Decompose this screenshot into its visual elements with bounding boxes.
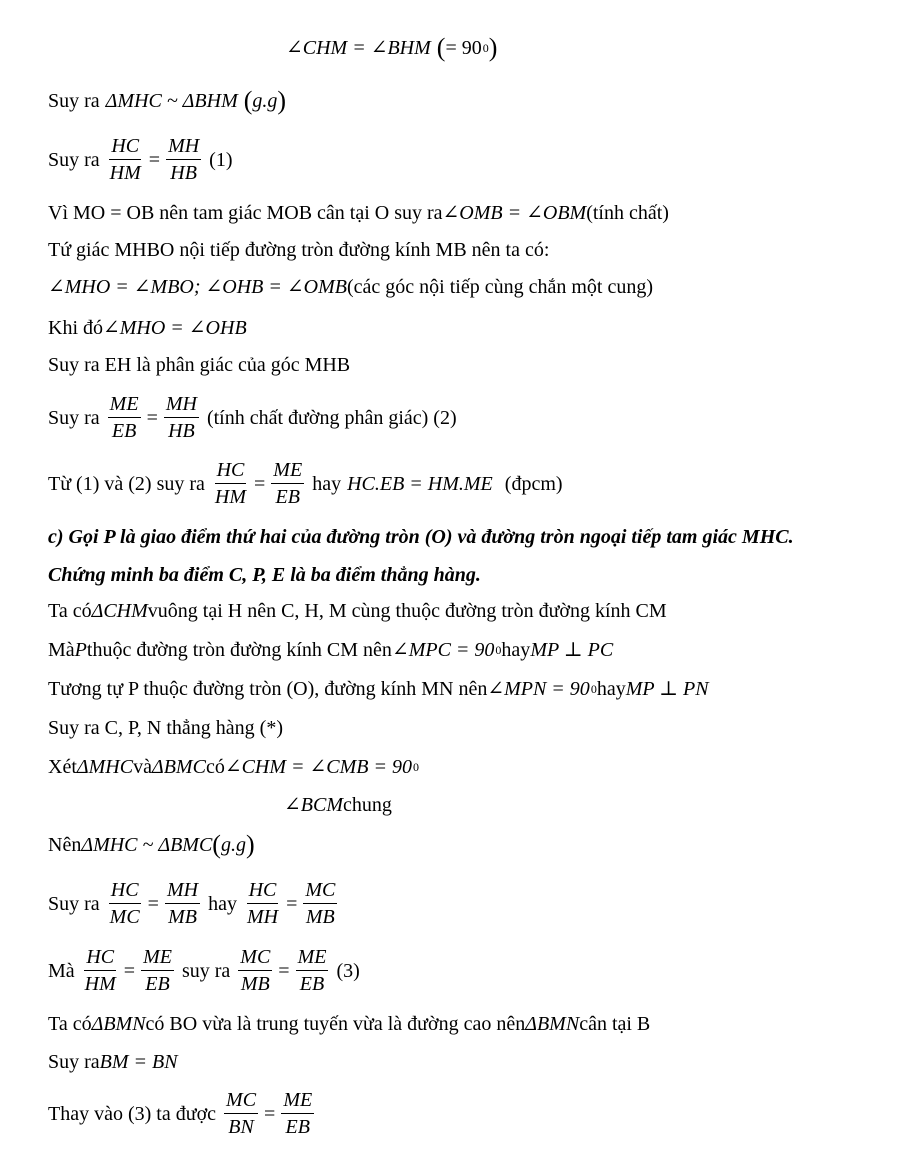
paren-open: ( <box>212 830 221 859</box>
line-collinear-cpn <box>48 718 283 738</box>
line-conclusion-b <box>48 460 563 507</box>
math-expression: ΔBMN <box>525 1013 580 1035</box>
fraction: $\frac{MC}{BN}$ <box>226 1089 257 1138</box>
fraction: $\frac{HC}{HM}$ <box>214 459 247 508</box>
paren-close: ) <box>277 86 287 115</box>
math-expression: ΔBMC <box>151 756 206 778</box>
text: Suy ra <box>48 90 100 113</box>
text: Xét <box>48 756 77 778</box>
line-ratio-3 <box>48 880 339 927</box>
math-value: = 90 <box>445 37 482 60</box>
math-expression: ∠BCM <box>284 794 343 816</box>
text: (tính chất) <box>586 202 669 224</box>
text: Suy ra <box>48 148 100 171</box>
text: Tứ giác MHBO nội tiếp đường tròn đường kính MB nên ta có: <box>48 239 550 261</box>
paren-close: ) <box>245 830 255 859</box>
math-expression: ΔMHC <box>76 756 134 778</box>
equals-sign: = <box>146 406 158 429</box>
text: Suy ra C, P, N thẳng hàng (*) <box>48 717 283 739</box>
line-right-triangle-chm <box>48 601 667 621</box>
text: Nên <box>48 834 82 857</box>
degree-sup: 0 <box>413 760 419 774</box>
fraction: $\frac{MC}{MB}$ <box>305 879 336 928</box>
math-expression: ΔCHM <box>91 600 148 622</box>
fraction: $\frac{ME}{EB}$ <box>143 946 172 995</box>
text: Ta có <box>48 600 92 622</box>
fraction: $\frac{ME}{EB}$ <box>273 459 303 508</box>
fraction: $\frac{ME}{EB}$ <box>283 1089 313 1138</box>
math-gg: g.g <box>220 834 246 857</box>
math-var: P <box>74 639 87 661</box>
line-ratio-2 <box>48 394 457 441</box>
text: cân tại B <box>579 1013 651 1035</box>
math-expression: MP ⊥ PC <box>530 639 614 661</box>
line-mp-perp-pn <box>48 679 709 699</box>
line-angle-mho-ohb <box>48 318 247 338</box>
text: (1) <box>209 148 233 171</box>
equals-sign: = <box>123 959 136 982</box>
math-expression: ΔMHC ~ ΔBHM <box>105 90 238 113</box>
heading-text: Chứng minh ba điểm C, P, E là ba điểm thẳng hàng. <box>48 564 481 586</box>
equals-sign: = <box>286 892 298 915</box>
math-expression: ∠CHM = ∠CMB = 90 <box>224 756 412 778</box>
text: hay <box>501 639 531 661</box>
math-expression: ∠CHM = ∠BHM <box>286 37 431 60</box>
text: hay <box>312 472 342 495</box>
text: thuộc đường tròn đường kính CM nên <box>86 639 392 661</box>
line-angle-equality <box>286 33 498 62</box>
text: hay <box>596 678 626 700</box>
text: và <box>133 756 152 778</box>
degree-sup: 0 <box>590 682 597 696</box>
fraction: $\frac{MH}{HB}$ <box>165 393 197 442</box>
paren-open: ( <box>243 86 253 115</box>
line-substitute <box>48 1090 316 1137</box>
math-expression: BM = BN <box>99 1051 178 1073</box>
text: có BO vừa là trung tuyến vừa là đường cao nên <box>145 1013 526 1035</box>
text: vuông tại H nên C, H, M cùng thuộc đường tròn đường kính CM <box>147 600 667 622</box>
text: Vì MO = OB nên tam giác MOB cân tại O suy ra <box>48 202 443 224</box>
fraction: $\frac{ME}{EB}$ <box>297 946 327 995</box>
math-expression: ∠MHO = ∠MBO; ∠OHB = ∠OMB <box>48 276 347 298</box>
line-similar-triangles-2 <box>48 830 255 859</box>
fraction: $\frac{MH}{HB}$ <box>168 135 200 184</box>
paren-close: ) <box>488 33 498 62</box>
equals-sign: = <box>264 1102 276 1125</box>
paren-open: ( <box>436 33 446 62</box>
text: Suy ra EH là phân giác của góc MHB <box>48 354 351 376</box>
text: Tương tự P thuộc đường tròn (O), đường kính MN nên <box>48 678 488 700</box>
math-expression: MP ⊥ PN <box>625 678 709 700</box>
line-common-angle <box>284 795 392 815</box>
line-bm-equals-bn <box>48 1052 178 1072</box>
text: Khi đó <box>48 317 103 339</box>
fraction: $\frac{ME}{EB}$ <box>109 393 139 442</box>
line-mp-perp-pc <box>48 640 613 660</box>
text: Suy ra <box>48 1051 100 1073</box>
text: Ta có <box>48 1013 92 1035</box>
math-expression: ∠MPN = 90 <box>487 678 590 700</box>
line-ratio-1 <box>48 136 233 183</box>
equals-sign: = <box>147 892 159 915</box>
math-expression: HC.EB = HM.ME <box>347 472 493 495</box>
line-bisector <box>48 355 350 375</box>
heading-text: c) Gọi P là giao điểm thứ hai của đường tròn (O) và đường tròn ngoại tiếp tam giác MHC. <box>48 526 794 548</box>
line-isosceles-bmn <box>48 1014 650 1034</box>
math-gg: g.g <box>252 90 278 113</box>
text: (đpcm) <box>504 472 563 495</box>
line-part-c-task <box>48 565 481 585</box>
fraction: $\frac{HC}{MH}$ <box>246 879 279 928</box>
text: Suy ra <box>48 406 100 429</box>
text: (các góc nội tiếp cùng chắn một cung) <box>346 276 653 298</box>
text: (tính chất đường phân giác) (2) <box>206 406 457 429</box>
text: (3) <box>336 959 360 982</box>
text: có <box>205 756 225 778</box>
degree-sup: 0 <box>495 643 502 657</box>
line-consider-triangles <box>48 757 419 777</box>
fraction: $\frac{HC}{MC}$ <box>109 879 140 928</box>
text: Từ (1) và (2) suy ra <box>48 472 205 495</box>
text: hay <box>208 892 237 915</box>
equals-sign: = <box>254 472 266 495</box>
math-expression: ∠MPC = 90 <box>391 639 495 661</box>
line-cyclic-quad <box>48 240 549 260</box>
equals-sign: = <box>148 148 161 171</box>
math-expression: ΔBMN <box>91 1013 146 1035</box>
line-inscribed-angles <box>48 277 653 297</box>
text: Mà <box>48 959 75 982</box>
math-expression: ∠MHO = ∠OHB <box>103 317 247 339</box>
fraction: $\frac{HC}{HM}$ <box>84 946 116 995</box>
text: suy ra <box>181 959 231 982</box>
fraction: $\frac{MC}{MB}$ <box>240 946 271 995</box>
line-isosceles-mob <box>48 203 669 223</box>
text: Thay vào (3) ta được <box>48 1102 217 1125</box>
fraction: $\frac{MH}{MB}$ <box>166 879 199 928</box>
math-expression: ∠OMB = ∠OBM <box>442 202 587 224</box>
line-ratio-4 <box>48 947 360 994</box>
degree-sup: 0 <box>482 41 489 56</box>
text: chung <box>342 794 392 816</box>
fraction: $\frac{HC}{HM}$ <box>109 135 141 184</box>
text: Mà <box>48 639 75 661</box>
line-part-c-heading <box>48 527 794 547</box>
text: Suy ra <box>48 892 100 915</box>
line-similar-triangles-1 <box>48 86 287 115</box>
equals-sign: = <box>278 959 290 982</box>
math-expression: ΔMHC ~ ΔBMC <box>81 834 213 857</box>
